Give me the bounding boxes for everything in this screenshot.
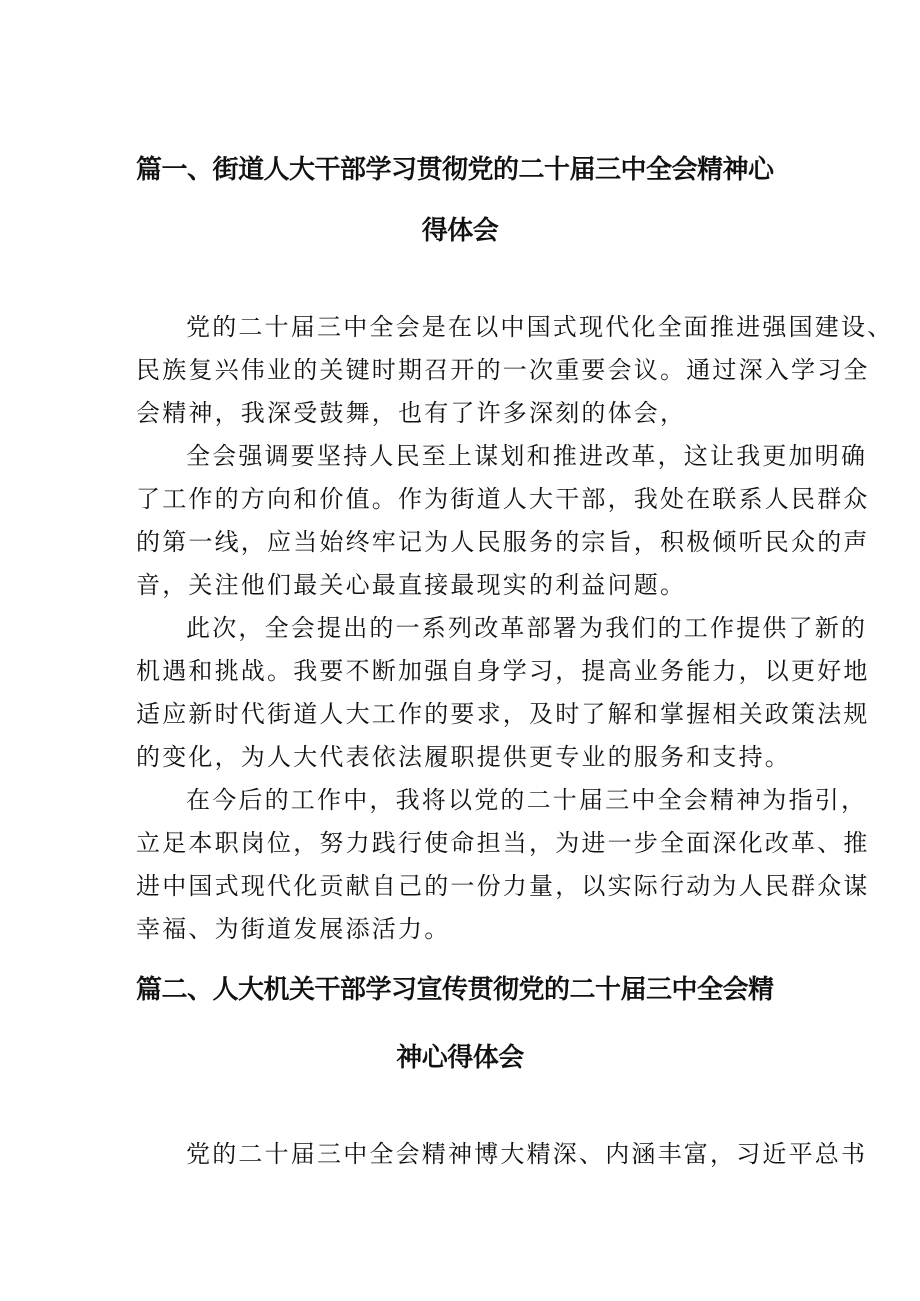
s1-p4-line2: 立足本职岗位，努力践行使命担当，为进一步全面深化改革、推 — [136, 829, 870, 857]
s1-p4-line4: 幸福、为街道发展添活力。 — [136, 915, 451, 943]
s1-p4-line1: 在今后的工作中，我将以党的二十届三中全会精神为指引， — [186, 786, 868, 814]
s1-p3-line1: 此次，全会提出的一系列改革部署为我们的工作提供了新的 — [186, 614, 868, 642]
section1-title-line2: 得体会 — [421, 216, 499, 246]
s1-p2-line4: 音，关注他们最关心最直接最现实的利益问题。 — [136, 571, 687, 599]
section2-title-line2: 神心得体会 — [396, 1043, 524, 1073]
s1-p4-line3: 进中国式现代化贡献自己的一份力量，以实际行动为人民群众谋 — [136, 872, 870, 900]
s1-p1-line1: 党的二十届三中全会是在以中国式现代化全面推进强国建设、 — [186, 313, 894, 341]
s2-p1-line1: 党的二十届三中全会精神博大精深、内涵丰富，习近平总书 — [186, 1140, 868, 1168]
s1-p1-line2: 民族复兴伟业的关键时期召开的一次重要会议。通过深入学习全 — [136, 356, 870, 384]
section2-title-line1: 篇二、人大机关干部学习宣传贯彻党的二十届三中全会精 — [136, 975, 774, 1005]
s1-p3-line3: 适应新时代街道人大工作的要求，及时了解和掌握相关政策法规 — [136, 700, 870, 728]
s1-p3-line4: 的变化，为人大代表依法履职提供更专业的服务和支持。 — [136, 743, 791, 771]
s1-p3-line2: 机遇和挑战。我要不断加强自身学习，提高业务能力，以更好地 — [136, 657, 870, 685]
section1-title-line1: 篇一、街道人大干部学习贯彻党的二十届三中全会精神心 — [136, 155, 774, 185]
s1-p2-line1: 全会强调要坚持人民至上谋划和推进改革，这让我更加明确 — [186, 442, 868, 470]
s1-p2-line3: 的第一线，应当始终牢记为人民服务的宗旨，积极倾听民众的声 — [136, 528, 870, 556]
s1-p1-line3: 会精神，我深受鼓舞，也有了许多深刻的体会， — [136, 399, 687, 427]
s1-p2-line2: 了工作的方向和价值。作为街道人大干部，我处在联系人民群众 — [136, 485, 870, 513]
